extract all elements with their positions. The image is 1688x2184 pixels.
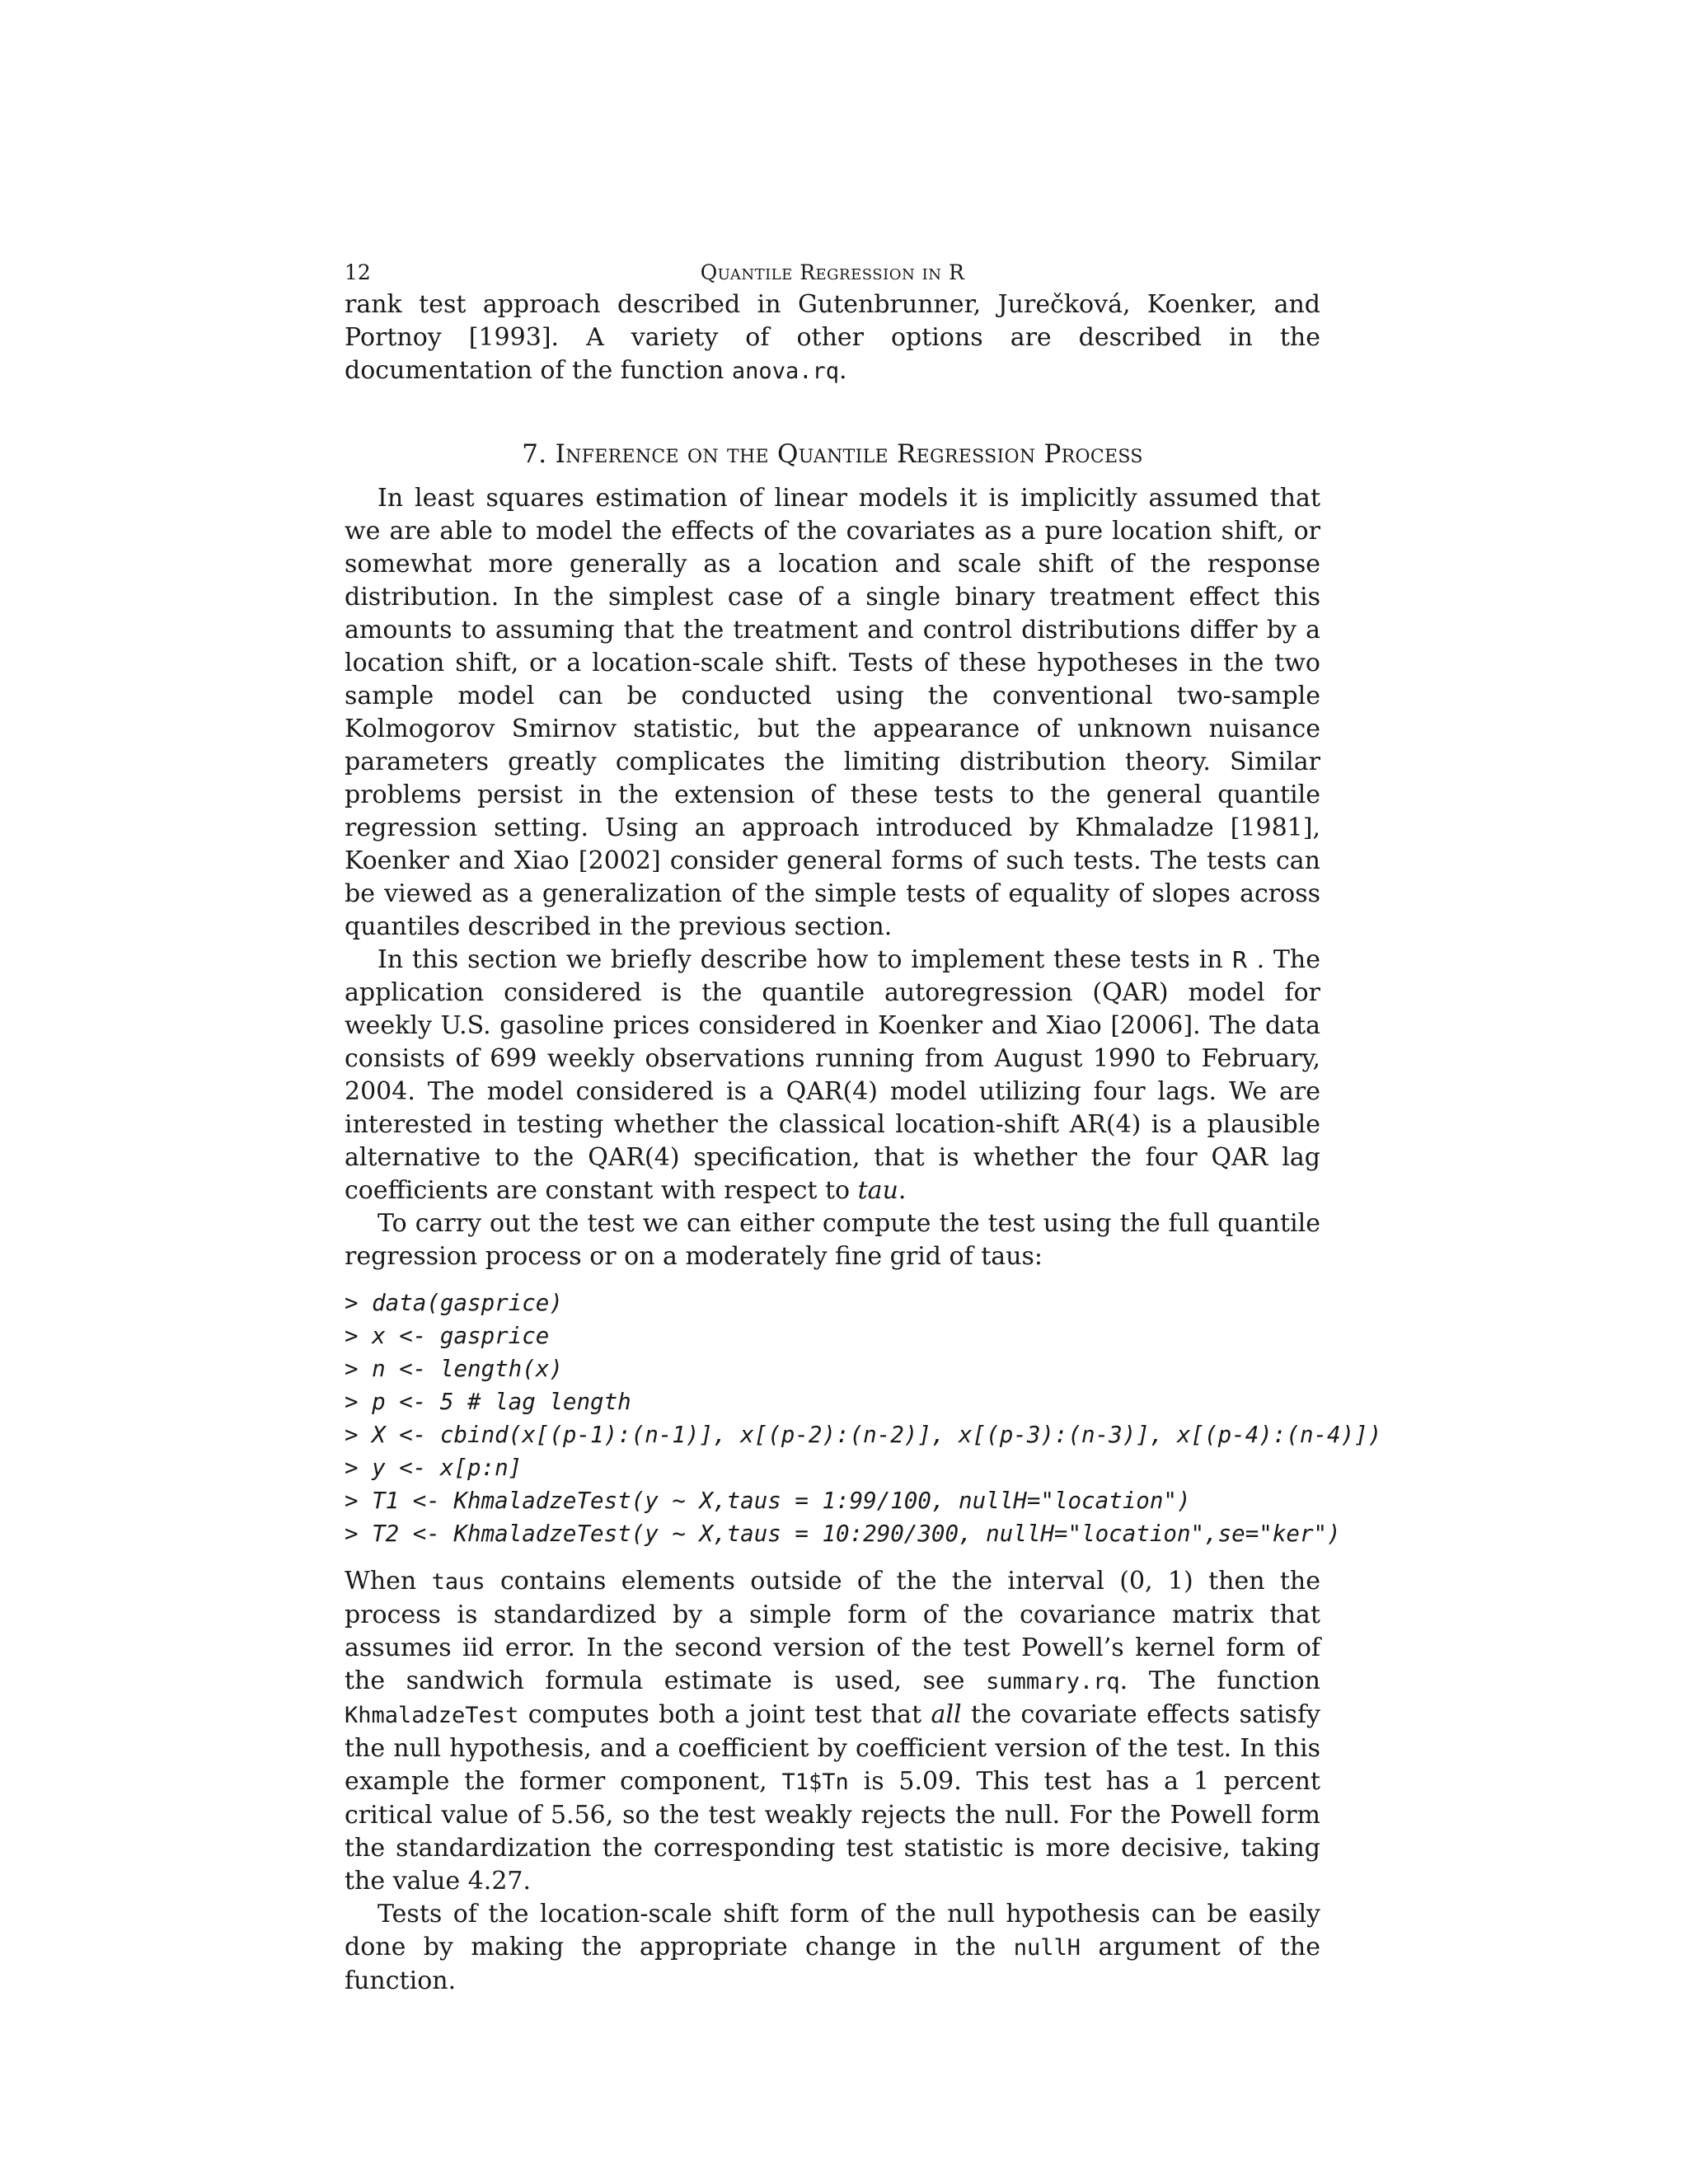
paragraph-5: [345, 1898, 1320, 1998]
intro-end: .: [838, 356, 847, 385]
page-number: 12: [345, 260, 371, 284]
p4-text-f: is 5.09. This test has a 1 percent critical value of 5.56, so the test weakly rejects the null. For the Powell form the standardization the corresponding test statistic is more decisive, taking the value 4.27.: [345, 1767, 1320, 1896]
p5-text-a: Tests of the location-scale shift form of the null hypothesis can be easily done by making the appropriate change in the: [345, 1900, 1320, 1961]
p5-text-b: argument of the function.: [345, 1933, 1320, 1995]
t1-tn-code: T1$Tn: [781, 1769, 849, 1795]
code-line: > p <- 5 # lag length: [345, 1389, 631, 1415]
page: [345, 255, 1382, 1998]
code-line: > X <- cbind(x[(p-1):(n-1)], x[(p-2):(n-2)], x[(p-3):(n-3)], x[(p-4):(n-4)]): [345, 1422, 1382, 1448]
intro-text: rank test approach described in Gutenbrunner, Jurečková, Koenker, and Portnoy [1993]. A variety of other options are described in the documentation of the function: [345, 290, 1320, 385]
p4-text-b: contains elements outside of the the interval (0, 1) then the process is standardized by a simple form of the covariance matrix that assumes iid error. In the second version of the test Powell’s kernel form of the sandwich formula estimate is used, see: [345, 1567, 1320, 1695]
p2-text-b: . The application considered is the quantile autoregression (QAR) model for weekly U.S. gasoline prices considered in Koenker and Xiao [2006]. The data consists of 699 weekly observations running from August 1990 to February, 2004. The model considered is a QAR(4) model utilizing four lags. We are interested in testing whether the classical location-shift AR(4) is a plausible alternative to the QAR(4) specification, that is whether the four QAR lag coefficients are constant with respect to: [345, 945, 1320, 1205]
code-line: > T1 <- KhmaladzeTest(y ~ X,taus = 1:99/100, nullH="location"): [345, 1488, 1191, 1514]
p4-text-c: . The function: [1119, 1666, 1321, 1695]
p4-all: all: [931, 1700, 962, 1729]
code-line: > y <- x[p:n]: [345, 1455, 523, 1481]
intro-paragraph: [345, 288, 1320, 388]
code-line: > T2 <- KhmaladzeTest(y ~ X,taus = 10:290/300, nullH="location",se="ker"): [345, 1521, 1341, 1547]
running-title: Quantile Regression in R: [700, 260, 965, 284]
khmaladze-test-code: KhmaladzeTest: [345, 1703, 519, 1728]
code-block: [345, 1286, 1432, 1550]
summary-rq-code: summary.rq: [986, 1669, 1120, 1694]
page-header: [345, 255, 1320, 288]
p4-text-d: computes both a joint test that: [518, 1700, 931, 1729]
p2-end: .: [898, 1176, 907, 1205]
paragraph-2: [345, 944, 1320, 1207]
code-line: > data(gasprice): [345, 1290, 563, 1316]
p2-tau: tau: [857, 1176, 898, 1205]
anova-rq-code: anova.rq: [731, 359, 839, 384]
code-line: > n <- length(x): [345, 1356, 563, 1382]
nullh-code: nullH: [1013, 1935, 1081, 1961]
taus-code: taus: [431, 1569, 485, 1595]
paragraph-1: In least squares estimation of linear models it is implicitly assumed that we are able to model the effects of the covariates as a pure location shift, or somewhat more generally as a location and scale shift of the response distribution. In the simplest case of a single binary treatment effect this amounts to assuming that the treatment and control distributions differ by a location shift, or a location-scale shift. Tests of these hypotheses in the two sample model can be conducted using the conventional two-sample Kolmogorov Smirnov statistic, but the appearance of unknown nuisance parameters greatly complicates the limiting distribution theory. Similar problems persist in the extension of these tests to the general quantile regression setting. Using an approach introduced by Khmaladze [1981], Koenker and Xiao [2002] consider general forms of such tests. The tests can be viewed as a generalization of the simple tests of equality of slopes across quantiles described in the previous section.: [345, 484, 1320, 941]
paragraph-4: [345, 1565, 1320, 1898]
p4-text-a: When: [345, 1567, 432, 1596]
section-title: 7. Inference on the Quantile Regression Process: [522, 439, 1143, 469]
p2-text-a: In this section we briefly describe how to implement these tests in: [377, 945, 1232, 974]
code-line: > x <- gasprice: [345, 1323, 550, 1349]
p4-text-e: the covariate effects satisfy the null hypothesis, and a coefficient by coefficient version of the test. In this example the former component,: [345, 1700, 1320, 1796]
paragraph-3: To carry out the test we can either compute the test using the full quantile regression process or on a moderately fine grid of taus:: [345, 1209, 1320, 1271]
r-language-name: R: [1231, 946, 1248, 973]
